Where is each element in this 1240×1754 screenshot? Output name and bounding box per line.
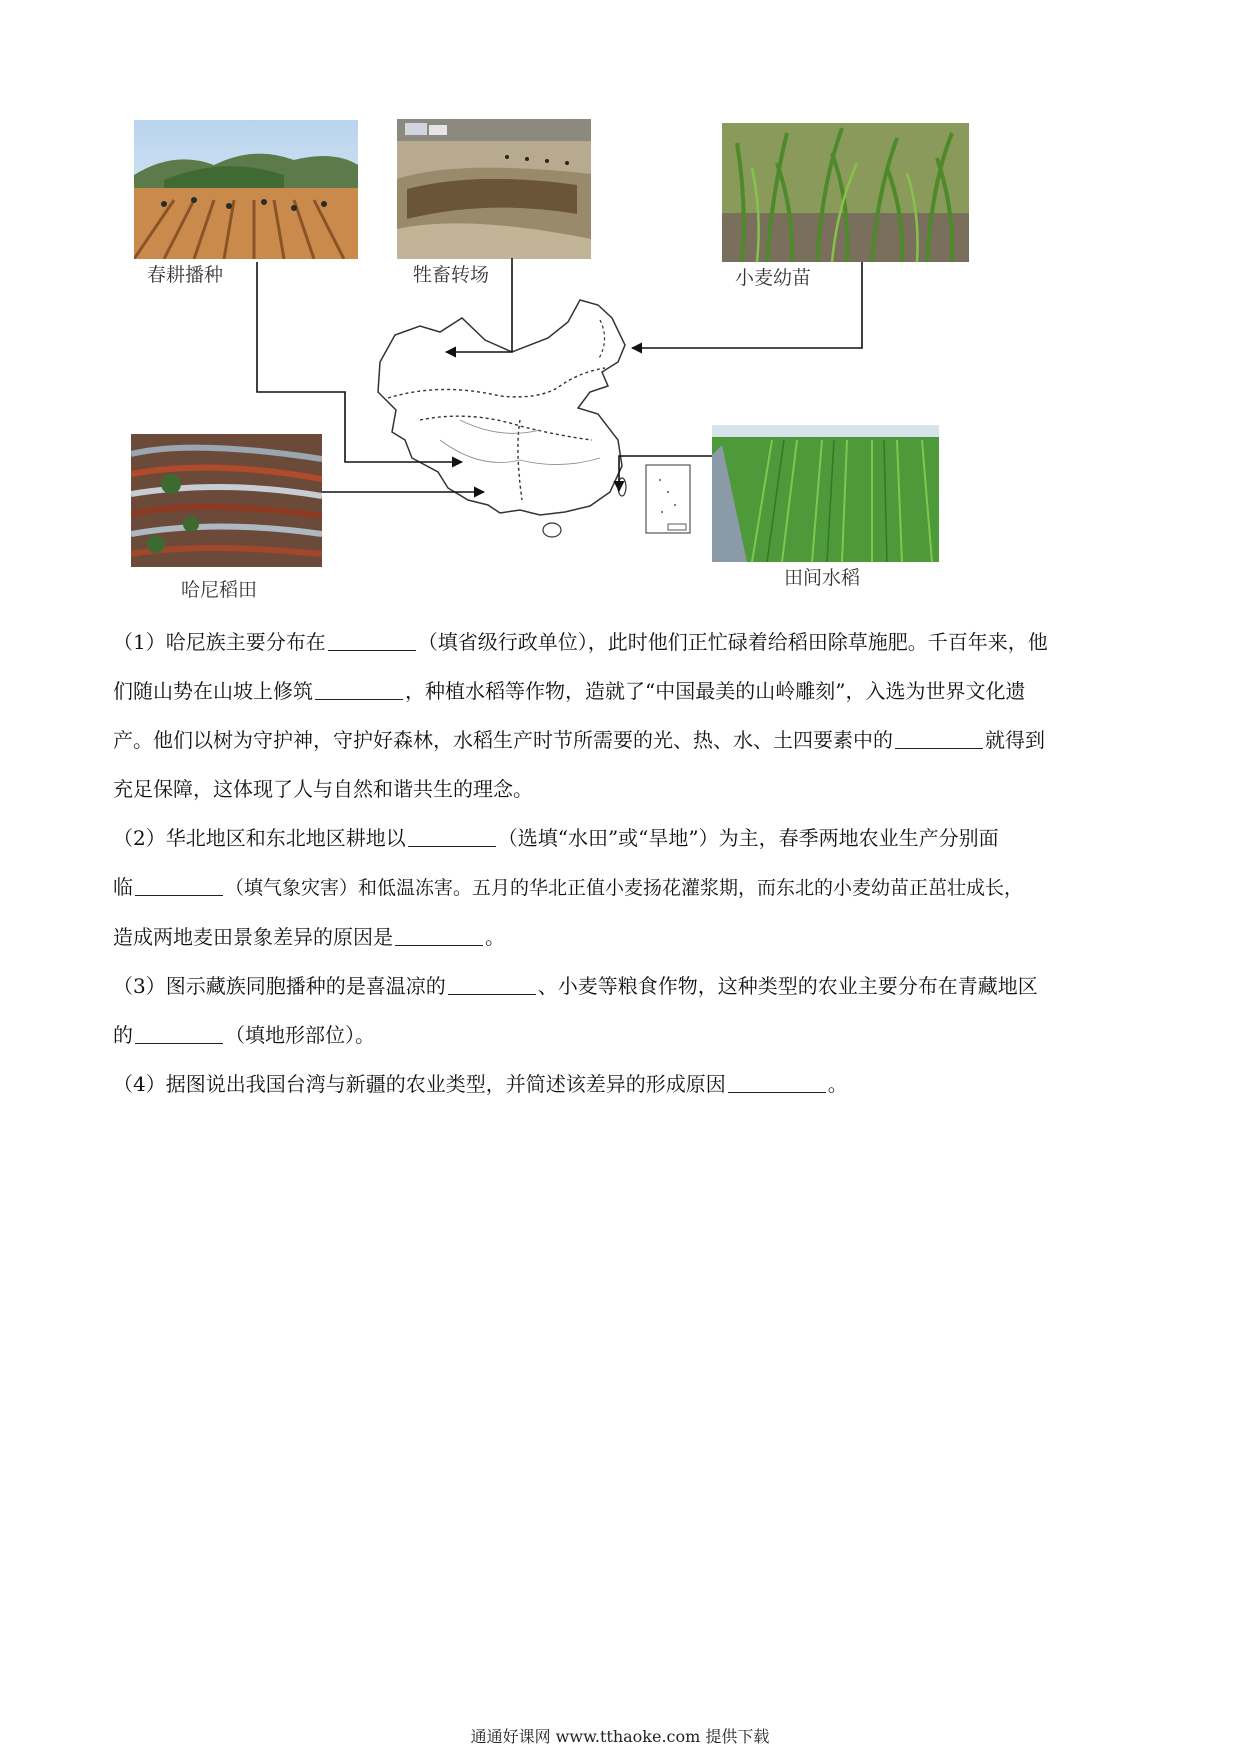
q1-text-a: （1）哈尼族主要分布在: [113, 630, 326, 654]
q4-blank-1[interactable]: [728, 1072, 826, 1093]
caption-spring-plowing: 春耕播种: [147, 264, 224, 286]
caption-wheat-seedlings: 小麦幼苗: [735, 267, 812, 289]
q1-blank-1[interactable]: [328, 630, 416, 651]
question-4: [113, 1060, 1143, 1109]
caption-paddy-rice: 田间水稻: [784, 567, 861, 589]
q2-text-b: （选填“水田”或“旱地”）为主，春季两地农业生产分别面: [497, 826, 999, 850]
q2-blank-3[interactable]: [395, 925, 483, 946]
q1-text-g: 充足保障，这体现了人与自然和谐共生的理念。: [113, 777, 533, 801]
q2-blank-2[interactable]: [135, 875, 223, 896]
q2-text-a: （2）华北地区和东北地区耕地以: [113, 826, 406, 850]
question-1: [113, 618, 1143, 814]
q4-text-b: 。: [827, 1072, 848, 1096]
q3-text-b: 、小麦等粮食作物，这种类型的农业主要分布在青藏地区: [537, 974, 1038, 998]
q4-text-a: （4）据图说出我国台湾与新疆的农业类型，并简述该差异的形成原因: [113, 1072, 726, 1096]
q3-blank-1[interactable]: [448, 974, 536, 995]
q2-text-c: 临: [113, 875, 133, 899]
q3-blank-2[interactable]: [135, 1023, 223, 1044]
page-footer: 通通好课网 www.tthaoke.com 提供下载: [470, 1727, 770, 1746]
q2-text-d: （填气象灾害）和低温冻害。五月的华北正值小麦扬花灌浆期，而东北的小麦幼苗正茁壮成长，: [225, 877, 1024, 899]
caption-hani-terraces: 哈尼稻田: [181, 579, 258, 601]
q3-text-c: 的: [113, 1023, 133, 1047]
q2-text-e: 造成两地麦田景象差异的原因是: [113, 925, 393, 949]
q2-text-f: 。: [485, 925, 505, 949]
q1-blank-3[interactable]: [895, 728, 983, 749]
q1-text-f: 就得到: [985, 728, 1045, 752]
question-3: [113, 962, 1143, 1060]
q3-text-d: （填地形部位）。: [225, 1023, 375, 1047]
q1-text-d: ，种植水稻等作物，造就了“中国最美的山岭雕刻”，入选为世界文化遗: [405, 679, 1026, 703]
caption-livestock-transfer: 牲畜转场: [413, 264, 490, 286]
q3-text-a: （3）图示藏族同胞播种的是喜温凉的: [113, 974, 446, 998]
q1-text-e: 产。他们以树为守护神，守护好森林，水稻生产时节所需要的光、热、水、土四要素中的: [113, 728, 893, 752]
question-list: [113, 618, 1143, 1109]
question-2: [113, 814, 1143, 962]
q1-text-c: 们随山势在山坡上修筑: [113, 679, 313, 703]
china-map: [0, 0, 1240, 620]
q1-text-b: （填省级行政单位），此时他们正忙碌着给稻田除草施肥。千百年来，他: [417, 630, 1048, 654]
q1-blank-2[interactable]: [315, 679, 403, 700]
agriculture-figure: [0, 0, 1240, 620]
q2-blank-1[interactable]: [408, 826, 496, 847]
